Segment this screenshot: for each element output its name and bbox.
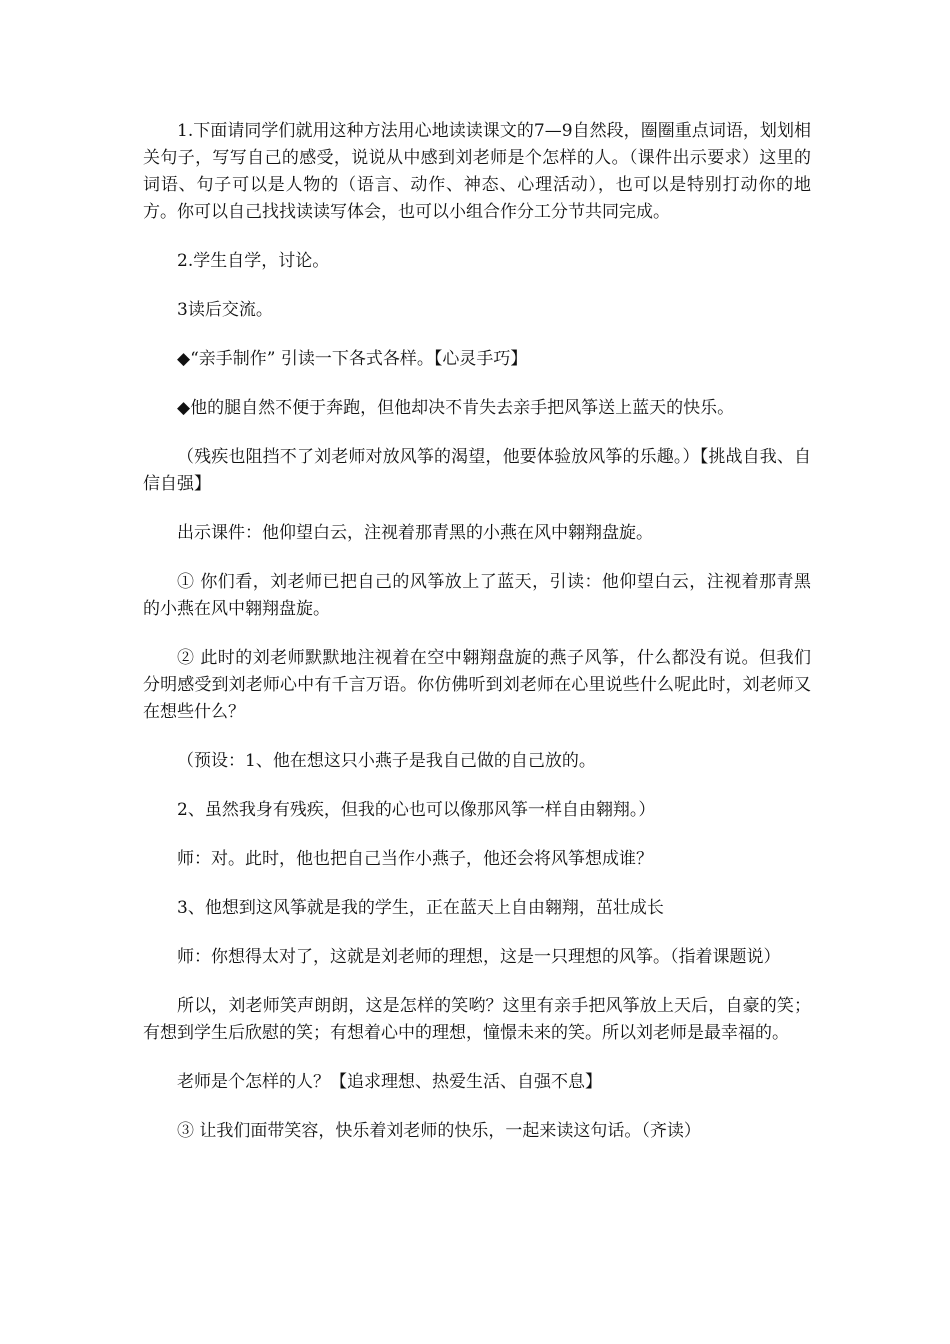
paragraph-teacher-question: 师：对。此时，他也把自己当作小燕子，他还会将风筝想成谁？ xyxy=(177,849,653,869)
paragraph-handmade: ◆“亲手制作” 引读一下各式各样。【心灵手巧】 xyxy=(177,349,528,369)
paragraph-exchange: 3读后交流。 xyxy=(177,300,273,320)
paragraph-point-2: ② 此时的刘老师默默地注视着在空中翱翔盘旋的燕子风筝，什么都没有说。但我们分明感受到刘老师心中有千言万语。你仿佛听到刘老师在心里说些什么呢此时，刘老师又在想些什么？ xyxy=(143,648,811,722)
paragraph-point-1: ① 你们看，刘老师已把自己的风筝放上了蓝天，引读：他仰望白云，注视着那青黑的小燕在风中翱翔盘旋。 xyxy=(143,572,811,619)
paragraph-courseware: 出示课件：他仰望白云，注视着那青黑的小燕在风中翱翔盘旋。 xyxy=(177,523,653,543)
paragraph-preset-3: 3、他想到这风筝就是我的学生，正在蓝天上自由翱翔，茁壮成长 xyxy=(177,898,664,918)
paragraph-self-study: 2.学生自学，讨论。 xyxy=(177,251,330,271)
paragraph-what-person: 老师是个怎样的人？【追求理想、热爱生活、自强不息】 xyxy=(177,1072,602,1092)
paragraph-leg-running: ◆他的腿自然不便于奔跑，但他却决不肯失去亲手把风筝送上蓝天的快乐。 xyxy=(177,398,735,418)
paragraph-task-instructions: 1.下面请同学们就用这种方法用心地读读课文的7—9自然段，圈圈重点词语，划划相关句子，写写自己的感受，说说从中感到刘老师是个怎样的人。（课件出示要求）这里的词语、句子可以是人物的（语言、动作、神态、心理活动），也可以是特别打动你的地方。你可以自己找找读读写体会，也可以小组合作分工分节共同完成。 xyxy=(143,121,811,222)
document-body xyxy=(143,118,811,1167)
paragraph-preset-1: （预设：1、他在想这只小燕子是我自己做的自己放的。 xyxy=(177,751,596,771)
paragraph-point-3: ③ 让我们面带笑容，快乐着刘老师的快乐，一起来读这句话。（齐读） xyxy=(177,1121,701,1141)
paragraph-teacher-ideal: 师：你想得太对了，这就是刘老师的理想，这是一只理想的风筝。（指着课题说） xyxy=(177,947,781,967)
paragraph-disability: （残疾也阻挡不了刘老师对放风筝的渴望，他要体验放风筝的乐趣。）【挑战自我、自信自强】 xyxy=(143,447,811,494)
paragraph-laughter: 所以，刘老师笑声朗朗，这是怎样的笑哟？这里有亲手把风筝放上天后，自豪的笑；有想到学生后欣慰的笑；有想着心中的理想，憧憬未来的笑。所以刘老师是最幸福的。 xyxy=(143,996,811,1043)
paragraph-preset-2: 2、虽然我身有残疾，但我的心也可以像那风筝一样自由翱翔。） xyxy=(177,800,656,820)
